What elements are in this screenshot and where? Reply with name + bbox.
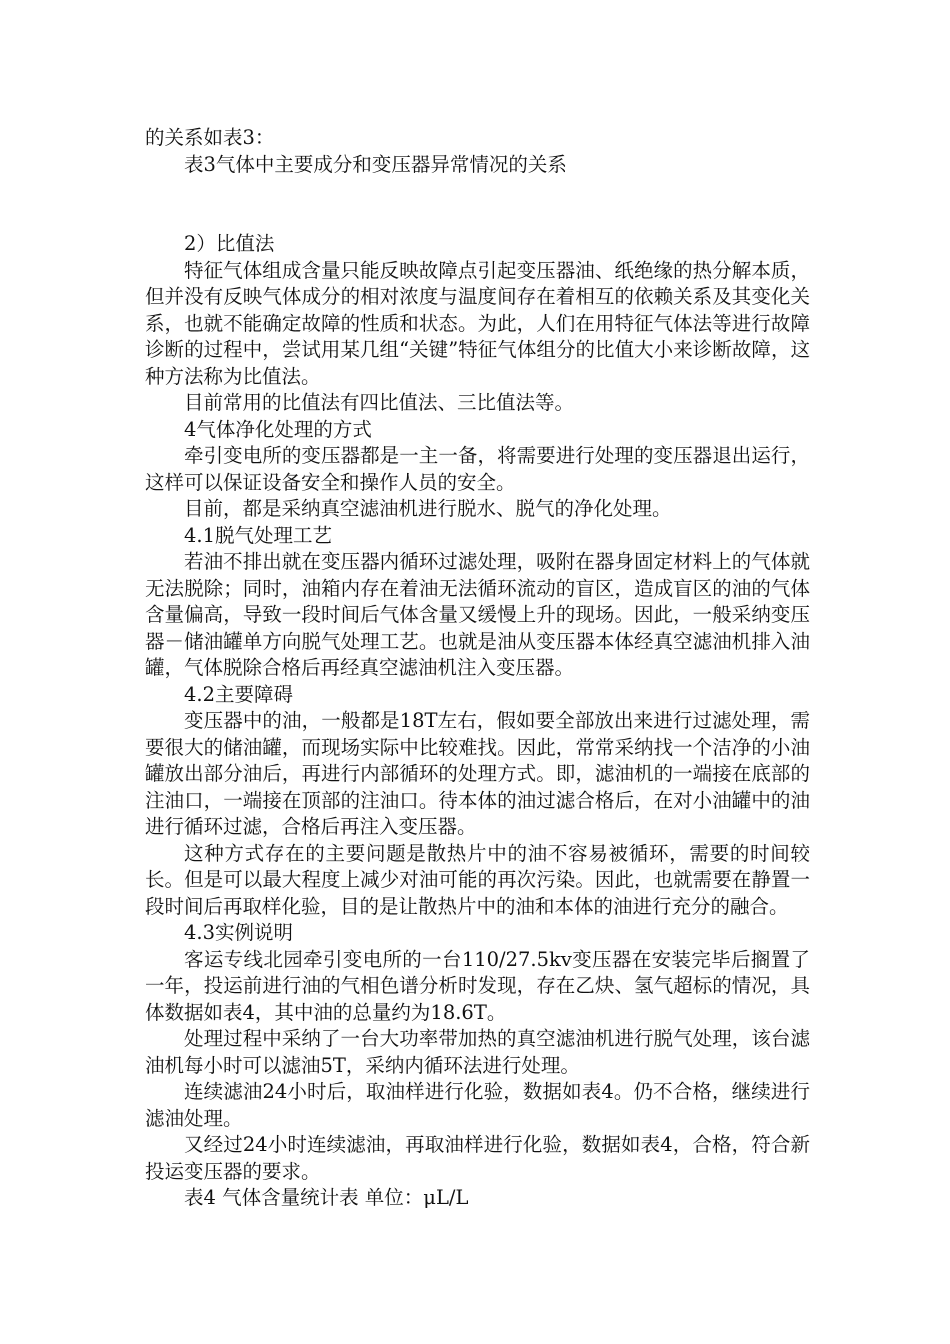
paragraph-example-process: 处理过程中采纳了一台大功率带加热的真空滤油机进行脱气处理，该台滤油机每小时可以滤油5T，采纳内循环法进行处理。 bbox=[145, 1027, 810, 1077]
paragraph-continuation: 的关系如表3： bbox=[145, 126, 275, 149]
table-3-placeholder bbox=[145, 178, 810, 231]
section-heading-degassing-process: 4.1脱气处理工艺 bbox=[184, 523, 333, 547]
table-3-caption: 表3气体中主要成分和变压器异常情况的关系 bbox=[184, 152, 567, 176]
paragraph-traction-substation: 牵引变电所的变压器都是一主一备，将需要进行处理的变压器退出运行，这样可以保证设备安全和操作人员的安全。 bbox=[145, 444, 810, 494]
paragraph-example-intro: 客运专线北园牵引变电所的一台110/27.5kv变压器在安装完毕后搁置了一年，投运前进行油的气相色谱分析时发现，存在乙炔、氢气超标的情况，具体数据如表4，其中油的总量约为18.6T。 bbox=[145, 947, 810, 1024]
paragraph-vacuum-filter: 目前，都是采纳真空滤油机进行脱水、脱气的净化处理。 bbox=[184, 497, 672, 520]
section-heading-example: 4.3实例说明 bbox=[184, 921, 294, 944]
section-heading-main-obstacles: 4.2主要障碍 bbox=[184, 682, 294, 706]
section-heading-gas-purification: 4气体净化处理的方式 bbox=[184, 417, 372, 441]
paragraph-main-obstacles: 变压器中的油，一般都是18T左右，假如要全部放出来进行过滤处理，需要很大的储油罐，而现场实际中比较难找。因此，常常采纳找一个洁净的小油罐放出部分油后，再进行内部循环的处理方式。即，滤油机的一端接在底部的注油口，一端接在顶部的注油口。待本体的油过滤合格后，在对小油罐中的油进行循环过滤，合格后再注入变压器。 bbox=[145, 709, 810, 838]
table-4-caption: 表4 气体含量统计表 单位：μL/L bbox=[184, 1186, 469, 1209]
document-page bbox=[145, 125, 810, 1212]
paragraph-ratio-method-intro: 特征气体组成含量只能反映故障点引起变压器油、纸绝缘的热分解本质，但并没有反映气体成分的相对浓度与温度间存在着相互的依赖关系及其变化关系，也就不能确定故障的性质和状态。为此，人们在用特征气体法等进行故障诊断的过程中，尝试用某几组“关键”特征气体组分的比值大小来诊断故障，这种方法称为比值法。 bbox=[145, 258, 810, 388]
paragraph-ratio-methods-common: 目前常用的比值法有四比值法、三比值法等。 bbox=[184, 391, 575, 414]
paragraph-degassing-process: 若油不排出就在变压器内循环过滤处理，吸附在器身固定材料上的气体就无法脱除；同时，油箱内存在着油无法循环流动的盲区，造成盲区的油的气体含量偏高，导致一段时间后气体含量又缓慢上升的现场。因此，一般采纳变压器－储油罐单方向脱气处理工艺。也就是油从变压器本体经真空滤油机排入油罐，气体脱除合格后再经真空滤油机注入变压器。 bbox=[145, 550, 810, 679]
paragraph-problems: 这种方式存在的主要问题是散热片中的油不容易被循环，需要的时间较长。但是可以最大程度上减少对油可能的再次污染。因此，也就需要在静置一段时间后再取样化验，目的是让散热片中的油和本体的油进行充分的融合。 bbox=[145, 841, 810, 918]
paragraph-example-24h: 连续滤油24小时后，取油样进行化验，数据如表4。仍不合格，继续进行滤油处理。 bbox=[145, 1080, 810, 1130]
section-heading-ratio-method: 2）比值法 bbox=[184, 232, 275, 255]
paragraph-example-48h: 又经过24小时连续滤油，再取油样进行化验，数据如表4，合格，符合新投运变压器的要求。 bbox=[145, 1133, 810, 1183]
